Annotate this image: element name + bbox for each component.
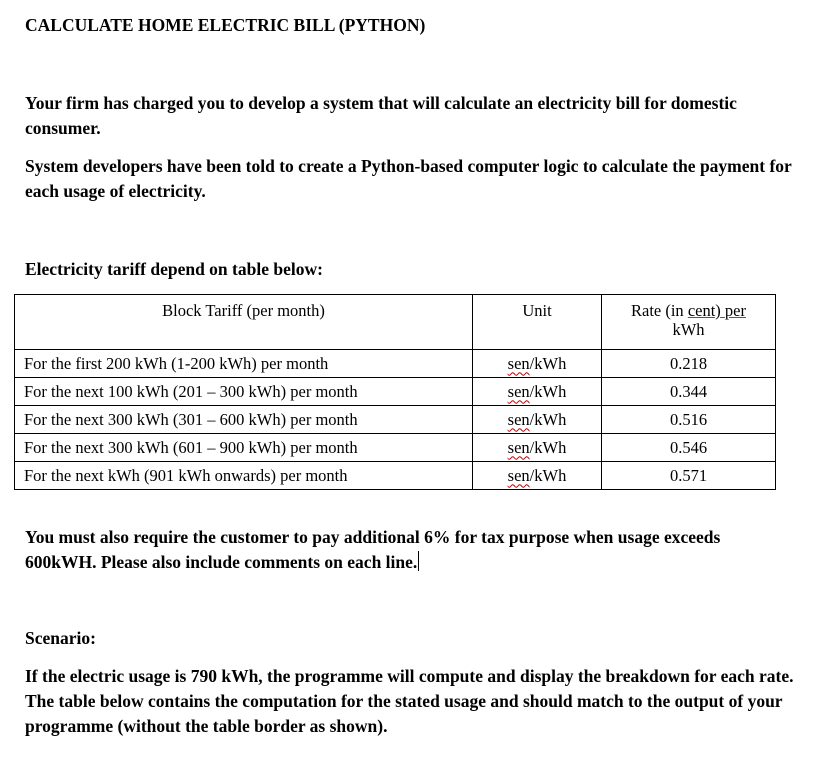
text-cursor xyxy=(418,551,419,571)
rate-cell: 0.516 xyxy=(602,406,776,434)
block-cell: For the next 300 kWh (601 – 900 kWh) per month xyxy=(15,434,473,462)
table-row xyxy=(15,434,776,462)
tariff-heading: Electricity tariff depend on table below: xyxy=(25,259,323,279)
scenario-label: Scenario: xyxy=(25,628,96,648)
header-rate: Rate (in cent) per kWh xyxy=(602,295,776,350)
table-row xyxy=(15,378,776,406)
unit-cell: sen/kWh xyxy=(473,406,602,434)
document-title: CALCULATE HOME ELECTRIC BILL (PYTHON) xyxy=(25,15,426,35)
scenario-paragraph: If the electric usage is 790 kWh, the programme will compute and display the breakdown for each rate. The table below contains the computation for the stated usage and should match to the output of your programme (without the table border as shown). xyxy=(25,666,794,736)
unit-cell: sen/kWh xyxy=(473,350,602,378)
developer-paragraph: System developers have been told to create a Python-based computer logic to calculate the payment for each usage of electricity. xyxy=(25,156,792,201)
rate-cell: 0.218 xyxy=(602,350,776,378)
tax-note-paragraph[interactable] xyxy=(25,525,795,575)
block-cell: For the next 100 kWh (201 – 300 kWh) per month xyxy=(15,378,473,406)
block-cell: For the next 300 kWh (301 – 600 kWh) per month xyxy=(15,406,473,434)
rate-cell: 0.571 xyxy=(602,462,776,490)
intro-paragraph: Your firm has charged you to develop a system that will calculate an electricity bill for domestic consumer. xyxy=(25,93,737,138)
unit-cell: sen/kWh xyxy=(473,378,602,406)
unit-cell: sen/kWh xyxy=(473,462,602,490)
block-cell: For the first 200 kWh (1-200 kWh) per month xyxy=(15,350,473,378)
tariff-table xyxy=(14,294,776,490)
table-row xyxy=(15,462,776,490)
rate-cell: 0.546 xyxy=(602,434,776,462)
tax-note-text: You must also require the customer to pay additional 6% for tax purpose when usage exceeds 600kWH. Please also include comments on each line. xyxy=(25,527,721,572)
header-block-tariff: Block Tariff (per month) xyxy=(15,295,473,350)
table-row xyxy=(15,350,776,378)
tariff-table-header-row xyxy=(15,295,776,350)
unit-cell: sen/kWh xyxy=(473,434,602,462)
rate-cell: 0.344 xyxy=(602,378,776,406)
block-cell: For the next kWh (901 kWh onwards) per month xyxy=(15,462,473,490)
header-unit: Unit xyxy=(473,295,602,350)
table-row xyxy=(15,406,776,434)
